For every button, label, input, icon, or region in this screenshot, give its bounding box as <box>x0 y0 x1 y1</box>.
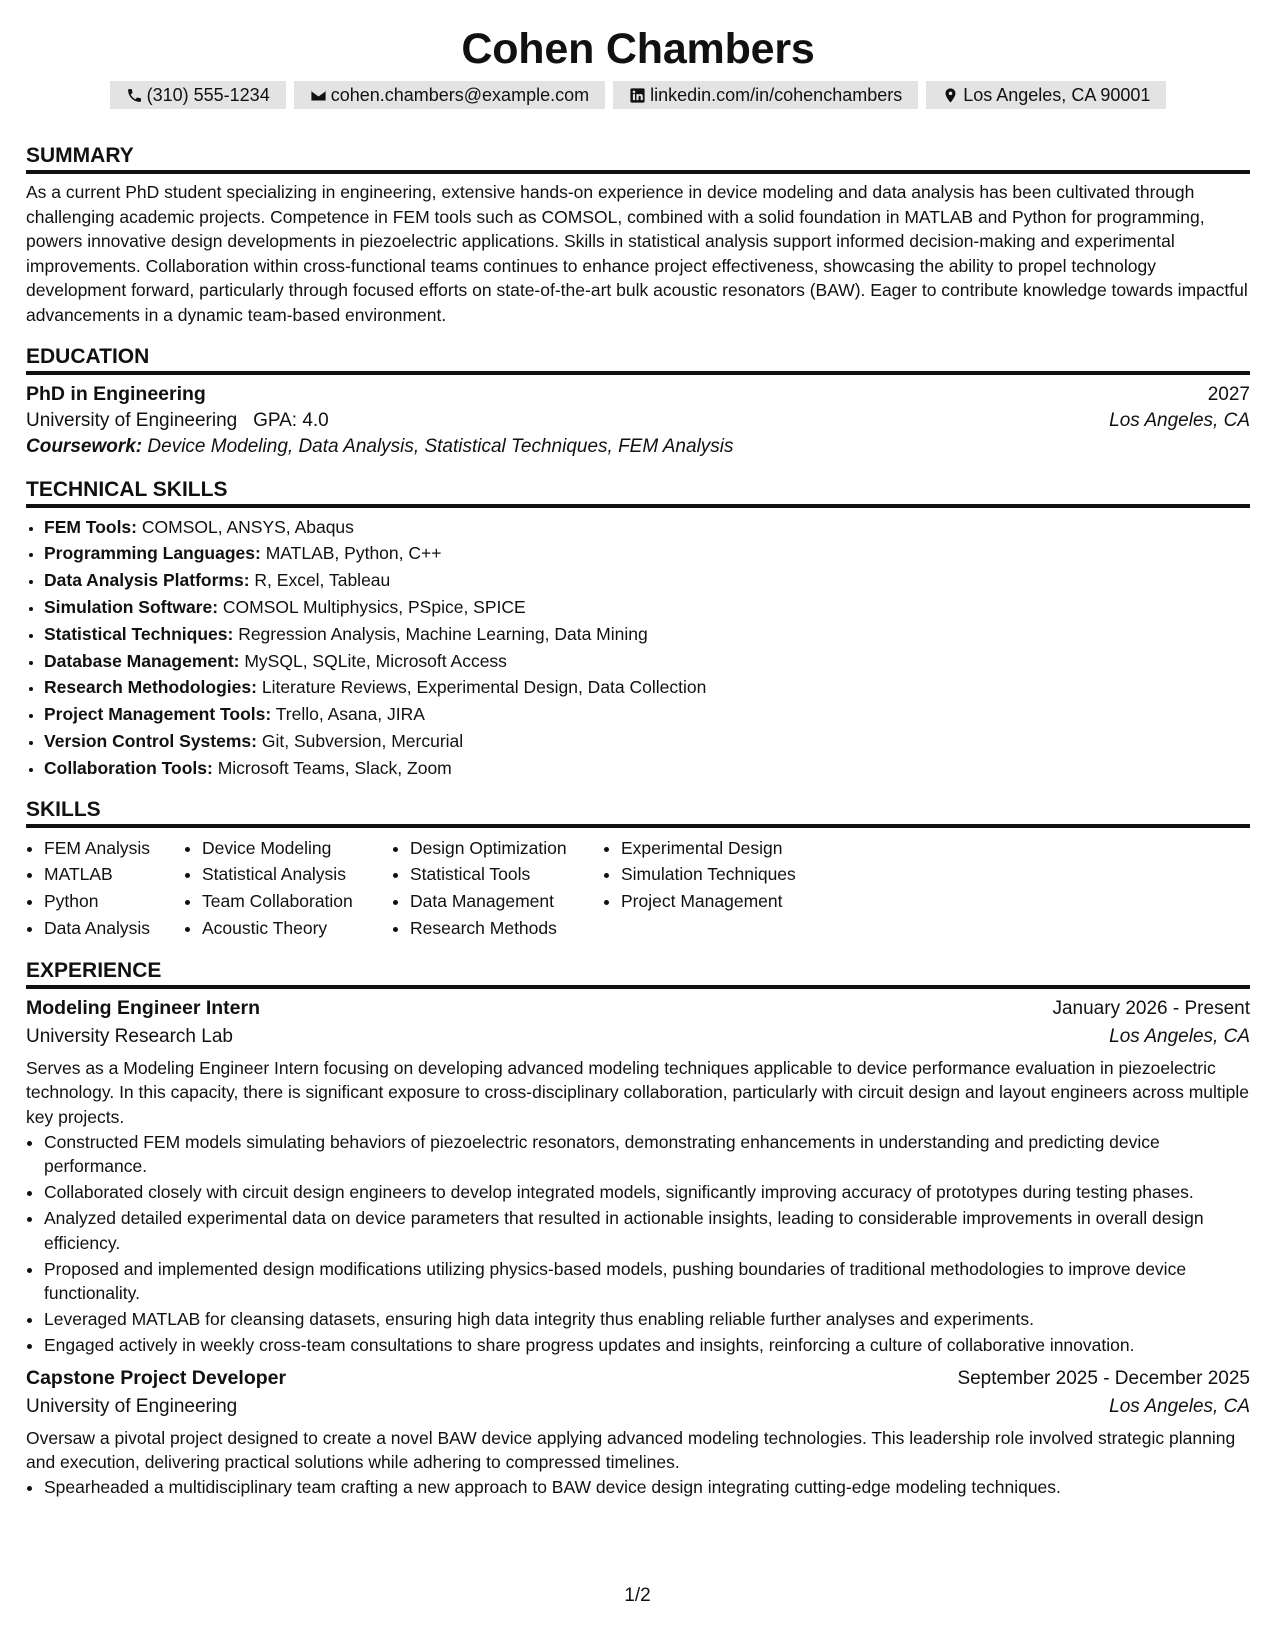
skills-column <box>603 835 851 942</box>
job-location: Los Angeles, CA <box>1109 1395 1250 1417</box>
technical-skill-value: MATLAB, Python, C++ <box>265 543 442 564</box>
technical-skill-label: Programming Languages: <box>44 543 261 564</box>
contact-bar <box>26 81 1250 109</box>
skill-item: • Team Collaboration <box>202 888 392 915</box>
technical-skill-value: Trello, Asana, JIRA <box>275 704 425 725</box>
coursework <box>26 436 1250 458</box>
coursework-label: Coursework: <box>26 435 143 457</box>
skill-item: • Data Analysis <box>44 915 184 942</box>
experience-section <box>26 958 1250 1500</box>
education-section <box>26 344 1250 458</box>
technical-skill-value: R, Excel, Tableau <box>254 570 391 591</box>
job-bullet: • Engaged actively in weekly cross-team consultations to share progress updates and insights, reinforcing a culture of collaborative innovation. <box>44 1333 1250 1358</box>
school-location: Los Angeles, CA <box>1109 409 1250 431</box>
education-school-row <box>26 410 1250 432</box>
technical-skill-value: Git, Subversion, Mercurial <box>261 730 464 751</box>
technical-skill-item <box>44 728 1250 755</box>
technical-skill-label: FEM Tools: <box>44 516 137 537</box>
job-entry <box>26 997 1250 1358</box>
technical-skill-item <box>44 701 1250 728</box>
skill-item: • Experimental Design <box>621 835 851 862</box>
technical-skill-value: MySQL, SQLite, Microsoft Access <box>244 650 507 671</box>
skill-item: • Project Management <box>621 888 851 915</box>
job-role: Capstone Project Developer <box>26 1366 287 1389</box>
technical-skill-item <box>44 674 1250 701</box>
job-dates: September 2025 - December 2025 <box>957 1367 1250 1389</box>
technical-skills-list <box>26 514 1250 782</box>
job-header-row <box>26 1367 1250 1390</box>
resume-page <box>26 22 1250 1501</box>
candidate-name: Cohen Chambers <box>461 25 815 73</box>
summary-text: As a current PhD student specializing in engineering, extensive hands-on experience in device modeling and data analysis has been cultivated through challenging academic projects. Competence in FEM tools such as COMSOL, combined with a solid foundation in MATLAB and Python for programming, powers innovative design developments in piezoelectric applications. Skills in statistical analysis support informed decision-making and experimental improvements. Collaboration within cross-functional teams continues to enhance project effectiveness, showcasing the ability to propel technology development forward, particularly through focused efforts on state-of-the-art bulk acoustic resonators (BAW). Eager to contribute knowledge towards impactful advancements in a dynamic team-based environment. <box>26 182 1248 325</box>
section-title-summary: SUMMARY <box>26 143 1250 174</box>
skill-item: • Acoustic Theory <box>202 915 392 942</box>
graduation-year: 2027 <box>1207 383 1250 405</box>
job-location: Los Angeles, CA <box>1109 1025 1250 1047</box>
job-entry <box>26 1367 1250 1500</box>
job-bullet: • Analyzed detailed experimental data on device parameters that resulted in actionable insights, leading to considerable improvements in overall design efficiency. <box>44 1206 1250 1255</box>
technical-skill-item <box>44 621 1250 648</box>
contact-email-text[interactable]: cohen.chambers@example.com <box>330 84 590 105</box>
contact-phone <box>110 81 286 109</box>
technical-skill-value: COMSOL, ANSYS, Abaqus <box>141 516 354 537</box>
job-bullets <box>26 1130 1250 1358</box>
contact-phone-text: (310) 555-1234 <box>146 84 270 105</box>
technical-skill-label: Statistical Techniques: <box>44 623 234 644</box>
job-organization: University Research Lab <box>26 1025 233 1047</box>
job-bullet: • Proposed and implemented design modifications utilizing physics-based models, pushing boundaries of traditional methodologies to improve device functionality. <box>44 1257 1250 1306</box>
section-title-experience: EXPERIENCE <box>26 958 1250 989</box>
contact-linkedin-text[interactable]: linkedin.com/in/cohenchambers <box>650 84 903 105</box>
skills-column <box>184 835 392 942</box>
technical-skill-item <box>44 567 1250 594</box>
technical-skill-label: Project Management Tools: <box>44 704 272 725</box>
job-dates: January 2026 - Present <box>1052 997 1250 1019</box>
technical-skill-value: Literature Reviews, Experimental Design, Data Collection <box>261 677 707 698</box>
skill-item: • Statistical Analysis <box>202 861 392 888</box>
gpa: GPA: 4.0 <box>253 409 329 431</box>
skill-item: • Python <box>44 888 184 915</box>
envelope-icon <box>310 87 327 104</box>
school-name: University of Engineering <box>26 409 238 431</box>
education-header-row <box>26 383 1250 406</box>
contact-location <box>926 81 1166 109</box>
page-number: 1/2 <box>624 1585 651 1606</box>
job-description: Serves as a Modeling Engineer Intern focusing on developing advanced modeling techniques applicable to device performance evaluation in piezoelectric technology. In this capacity, there is significant exposure to cross-disciplinary collaboration, particularly with circuit design and layout engineers across multiple key projects. <box>26 1057 1250 1127</box>
map-marker-icon <box>942 87 959 104</box>
skill-item: • Data Management <box>410 888 603 915</box>
technical-skill-item <box>44 540 1250 567</box>
technical-skill-item <box>44 514 1250 541</box>
skill-item: • Design Optimization <box>410 835 603 862</box>
technical-skill-item <box>44 594 1250 621</box>
skill-item: • MATLAB <box>44 861 184 888</box>
contact-linkedin[interactable] <box>613 81 918 109</box>
job-header-row <box>26 997 1250 1020</box>
job-bullet: • Leveraged MATLAB for cleansing datasets, ensuring high data integrity thus enabling reliable further analyses and experiments. <box>44 1307 1250 1332</box>
job-role: Modeling Engineer Intern <box>26 996 261 1019</box>
technical-skill-item <box>44 648 1250 675</box>
skills-section <box>26 797 1250 942</box>
skills-column <box>392 835 603 942</box>
job-bullet: • Constructed FEM models simulating behaviors of piezoelectric resonators, demonstrating enhancements in understanding and predicting device performance. <box>44 1130 1250 1179</box>
technical-skill-value: Microsoft Teams, Slack, Zoom <box>217 757 452 778</box>
phone-icon <box>126 87 143 104</box>
technical-skill-label: Version Control Systems: <box>44 730 257 751</box>
technical-skill-label: Collaboration Tools: <box>44 757 213 778</box>
degree: PhD in Engineering <box>26 382 206 405</box>
skills-column <box>26 835 184 942</box>
contact-location-text: Los Angeles, CA 90001 <box>963 84 1151 105</box>
school-line <box>26 410 329 432</box>
job-bullet: • Collaborated closely with circuit design engineers to develop integrated models, significantly improving accuracy of prototypes during testing phases. <box>44 1180 1250 1205</box>
section-title-skills: SKILLS <box>26 797 1250 828</box>
technical-skill-label: Data Analysis Platforms: <box>44 570 250 591</box>
technical-skill-label: Simulation Software: <box>44 596 219 617</box>
coursework-list: Device Modeling, Data Analysis, Statistical Techniques, FEM Analysis <box>147 435 734 457</box>
job-bullets <box>26 1475 1250 1500</box>
technical-skill-label: Database Management: <box>44 650 240 671</box>
summary-section <box>26 143 1250 328</box>
technical-skill-value: COMSOL Multiphysics, PSpice, SPICE <box>222 596 526 617</box>
job-org-row <box>26 1026 1250 1048</box>
section-title-education: EDUCATION <box>26 344 1250 375</box>
job-bullet: • Spearheaded a multidisciplinary team crafting a new approach to BAW device design integrating cutting-edge modeling techniques. <box>44 1475 1250 1500</box>
skill-item: • Research Methods <box>410 915 603 942</box>
skill-item: • Statistical Tools <box>410 861 603 888</box>
job-org-row <box>26 1396 1250 1418</box>
technical-skill-item <box>44 755 1250 782</box>
skill-item: • FEM Analysis <box>44 835 184 862</box>
skills-grid <box>26 835 1250 942</box>
contact-email[interactable] <box>294 81 605 109</box>
job-description: Oversaw a pivotal project designed to create a novel BAW device applying advanced modeling technologies. This leadership role involved strategic planning and execution, delivering practical solutions while adhering to compressed timelines. <box>26 1427 1236 1473</box>
skill-item: • Device Modeling <box>202 835 392 862</box>
job-organization: University of Engineering <box>26 1395 238 1417</box>
technical-skill-label: Research Methodologies: <box>44 677 257 698</box>
technical-skills-section <box>26 477 1250 782</box>
skill-item: • Simulation Techniques <box>621 861 851 888</box>
technical-skill-value: Regression Analysis, Machine Learning, Data Mining <box>238 623 648 644</box>
linkedin-icon <box>629 87 646 104</box>
section-title-technical-skills: TECHNICAL SKILLS <box>26 477 1250 508</box>
